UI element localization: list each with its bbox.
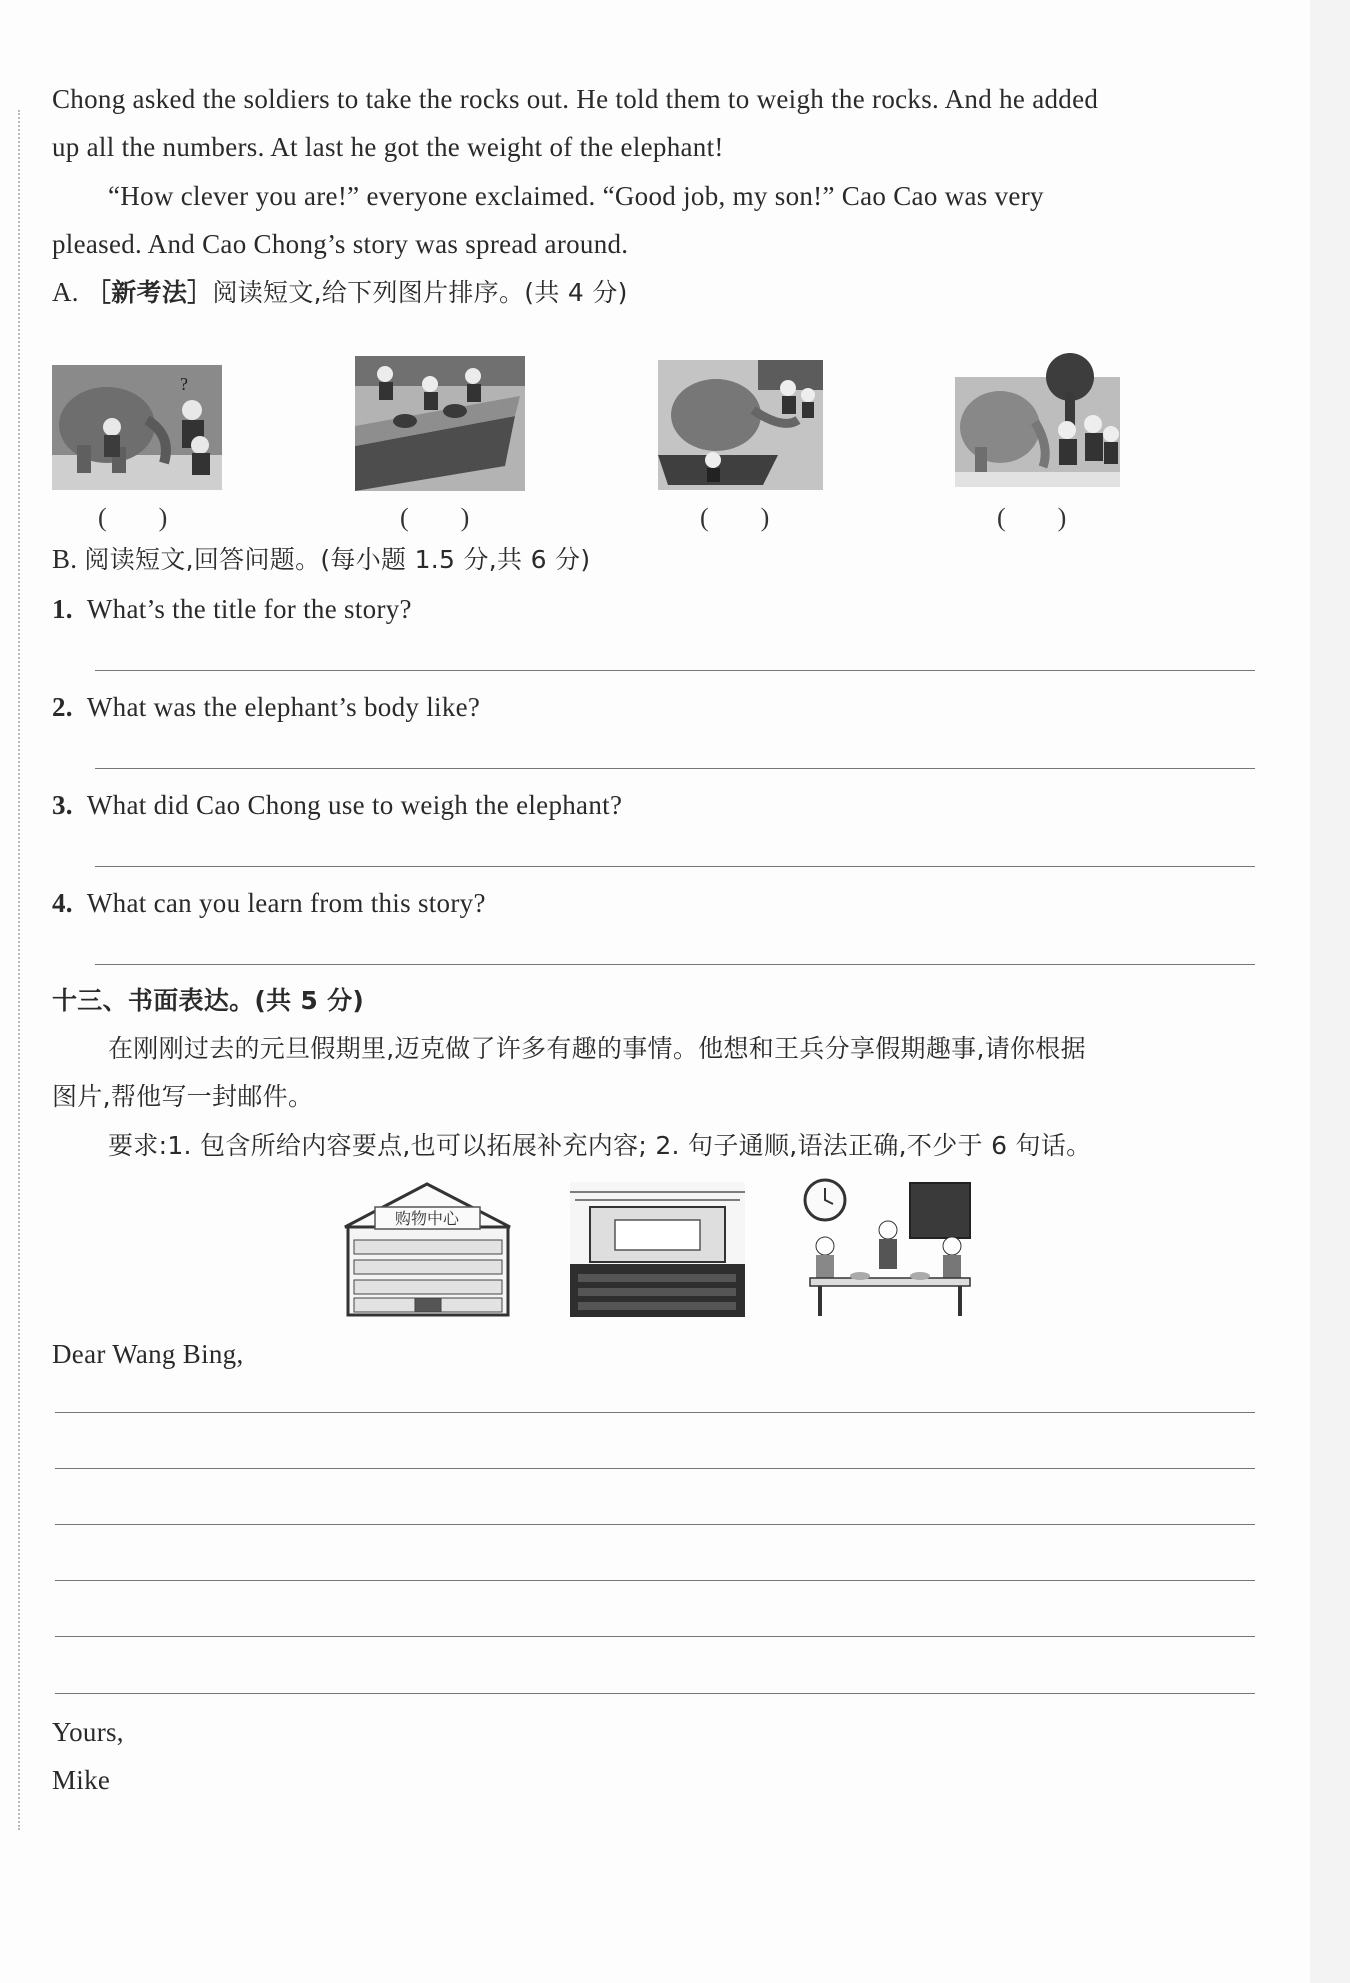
- answer-line-1[interactable]: [95, 670, 1255, 671]
- part-b-heading: [52, 535, 1252, 584]
- question-3: 3. What did Cao Chong use to weigh the elephant?: [52, 790, 623, 820]
- svg-text:?: ?: [180, 374, 188, 394]
- answer-line-3[interactable]: [95, 866, 1255, 867]
- writing-requirement: 要求:1. 包含所给内容要点,也可以拓展补充内容; 2. 句子通顺,语法正确,不少于 6 句话。: [108, 1131, 1092, 1160]
- picture-3-blank[interactable]: ( ): [700, 503, 770, 532]
- writing-line-5[interactable]: [55, 1636, 1255, 1637]
- part-a-label: A.: [52, 277, 79, 307]
- part-a-heading: [52, 268, 1252, 317]
- story-line-4: pleased. And Cao Chong’s story was spread around.: [52, 229, 629, 259]
- boat-rocks-picture: [355, 356, 525, 491]
- part-b-instruction: 阅读短文,回答问题。(每小题 1.5 分,共 6 分): [84, 545, 591, 574]
- writing-line-4[interactable]: [55, 1580, 1255, 1581]
- question-2: 2. What was the elephant’s body like?: [52, 692, 481, 722]
- question-1: 1. What’s the title for the story?: [52, 594, 412, 624]
- picture-2-blank[interactable]: ( ): [400, 503, 470, 532]
- elephant-on-boat-picture: [658, 360, 823, 490]
- picture-4-blank[interactable]: ( ): [997, 503, 1067, 532]
- part-a-instruction: 阅读短文,给下列图片排序。(共 4 分): [212, 278, 628, 307]
- elephant-children-picture: [52, 365, 222, 490]
- story-line-1: Chong asked the soldiers to take the rocks out. He told them to weigh the rocks. And he added: [52, 84, 1099, 114]
- part-b-label: B.: [52, 544, 78, 574]
- answer-line-2[interactable]: [95, 768, 1255, 769]
- writing-line-1[interactable]: [55, 1412, 1255, 1413]
- picture-1-blank[interactable]: ( ): [98, 503, 168, 532]
- shopping-mall-picture: [340, 1182, 515, 1317]
- question-4: 4. What can you learn from this story?: [52, 888, 486, 918]
- mall-sign-text: 购物中心: [394, 1209, 460, 1228]
- writing-heading: 十三、书面表达。(共 5 分): [52, 986, 365, 1015]
- email-closing: Yours,: [52, 1717, 124, 1747]
- story-line-2: up all the numbers. At last he got the weight of the elephant!: [52, 132, 724, 162]
- writing-line-6[interactable]: [55, 1693, 1255, 1694]
- answer-line-4[interactable]: [95, 964, 1255, 965]
- writing-line-3[interactable]: [55, 1524, 1255, 1525]
- writing-intro-1: 在刚刚过去的元旦假期里,迈克做了许多有趣的事情。他想和王兵分享假期趣事,请你根据: [108, 1034, 1086, 1063]
- margin-dotted-line: [18, 110, 20, 1830]
- writing-line-2[interactable]: [55, 1468, 1255, 1469]
- cinema-picture: [570, 1182, 745, 1317]
- part-a-tag: ［新考法］: [85, 278, 213, 307]
- email-greeting: Dear Wang Bing,: [52, 1339, 244, 1369]
- email-signature: Mike: [52, 1765, 111, 1795]
- elephant-tree-picture: [955, 352, 1120, 487]
- writing-intro-2: 图片,帮他写一封邮件。: [52, 1082, 314, 1111]
- family-dinner-picture: [800, 1178, 975, 1318]
- story-line-3: “How clever you are!” everyone exclaimed. “Good job, my son!” Cao Cao was very: [108, 181, 1044, 211]
